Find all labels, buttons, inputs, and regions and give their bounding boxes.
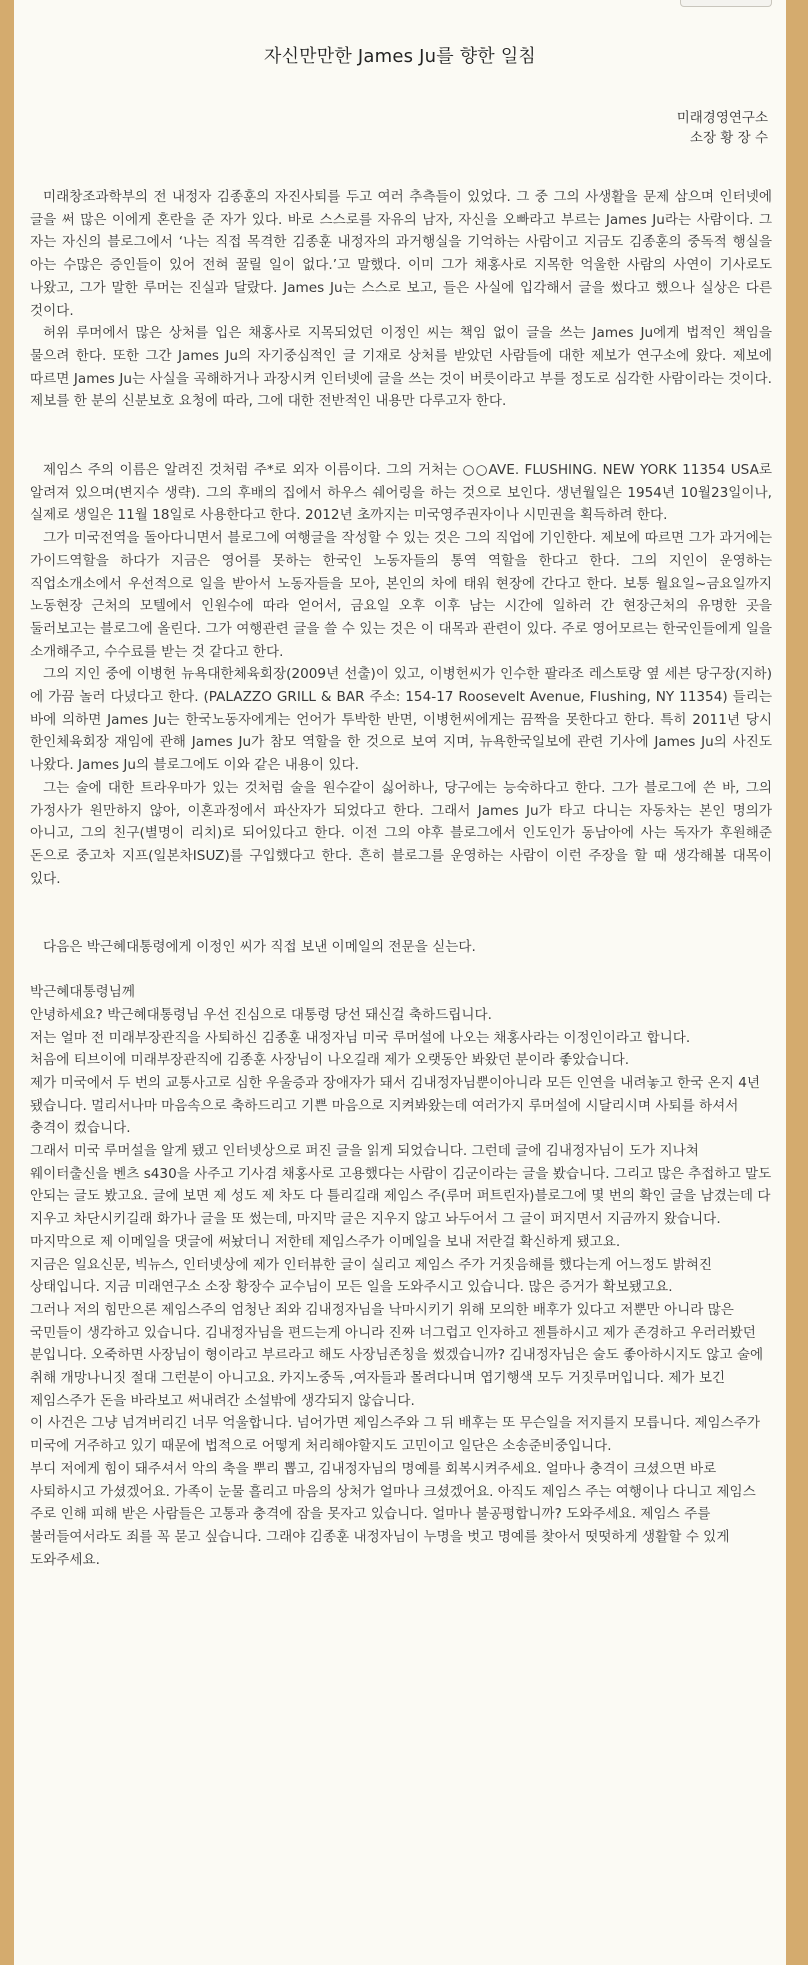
letter-paragraph: 그래서 미국 루머설을 알게 됐고 인터넷상으로 퍼진 글을 읽게 되었습니다. 그런데 글에 김내정자님이 도가 지나쳐 웨이터출신을 벤츠 s430을 사주고 기사겸 채홍사로 고용했다는 사람이 김군이라는 글을 봤습니다. 그리고 많은 추접하고 말도 안되는 글도 봤고요. 글에 보면 제 성도 제 차도 다 틀리길래 제임스 주(루머 퍼트린자)블로그에 몇 번의 확인 글을 남겼는데 다 지우고 차단시키길래 화가나 글을 또 썼는데, 마지막 글은 지우지 않고 놔두어서 그 글이 퍼지면서 지금까지 왔습니다. 마지막으로 제 이메일을 댓글에 써놨더니 저한테 제임스주가 이메일을 보내 저란걸 확신하게 됐고요.: [30, 1143, 772, 1250]
document-title: 자신만만한 James Ju를 향한 일침: [263, 46, 536, 67]
letter-paragraph: 부디 저에게 힘이 돼주셔서 악의 축을 뿌리 뽑고, 김내정자님의 명예를 회복시켜주세요. 얼마나 충격이 크셨으면 바로 사퇴하시고 가셨겠어요. 가족이 눈물 흘리고 마음의 상처가 얼마나 크셨겠어요. 아직도 제임스 주는 여행이나 다니고 제임스 주로 인해 피해 받은 사람들은 고통과 충격에 잠을 못자고 있습니다. 얼마나 불공평합니까? 도와주세요. 제임스 주를 불러들여서라도 죄를 꼭 묻고 싶습니다. 그래야 김종훈 내정자님이 누명을 벗고 명예를 찾아서 떳떳하게 생활할 수 있게 도와주세요.: [30, 1460, 756, 1568]
byline: [677, 108, 768, 148]
intro-paragraph: 미래창조과학부의 전 내정자 김종훈의 자진사퇴를 두고 여러 추측들이 있었다. 그 중 그의 사생활을 문제 삼으며 인터넷에 글을 써 많은 이에게 혼란을 준 자가 있다. 바로 스스로를 자유의 남자, 자신을 오빠라고 부르는 James Ju라는 사람이다. 그 자는 자신의 블로그에서 ‘나는 직접 목격한 김종훈 내정자의 과거행실을 기억하는 사람이고 지금도 김종훈의 중독적 행실을 아는 수많은 증인들이 있어 전혀 꿀릴 일이 없다.’고 말했다. 이미 그가 채홍사로 지목한 억울한 사람의 사연이 기사로도 나왔고, 그가 말한 루머는 진실과 달랐다. James Ju는 스스로 보고, 들은 사실에 입각해서 글을 썼다고 했으나 실상은 다른 것이다.: [30, 189, 772, 319]
byline-author: 소장 황 장 수: [689, 130, 768, 146]
letter-salutation: 박근혜대통령님께: [30, 984, 136, 1001]
letter-paragraph: 저는 얼마 전 미래부장관직을 사퇴하신 김종훈 내정자님 미국 루머설에 나오는 채홍사라는 이정인이라고 합니다.: [30, 1029, 691, 1046]
letter-intro: 다음은 박근혜대통령에게 이정인 씨가 직접 보낸 이메일의 전문을 싣는다.: [43, 939, 476, 956]
letter-paragraph: 그러나 저의 힘만으론 제임스주의 엄청난 죄와 김내정자님을 낙마시키기 위해 모의한 배후가 있다고 저뿐만 아니라 많은 국민들이 생각하고 있습니다. 김내정자님을 편드는게 아니라 진짜 너그럽고 인자하고 젠틀하시고 제가 존경하고 우러러봤던 분입니다. 오죽하면 사장님이 형이라고 부르라고 해도 사장님존칭을 썼겠습니까? 김내정자님은 술도 좋아하시지도 않고 술에 취해 개망나니짓 절대 그런분이 아니고요. 카지노중독 ,여자들과 몰려다니며 엽기행색 모두 거짓루머입니다. 제가 보긴 제임스주가 돈을 바라보고 써내려간 소설밖에 생각되지 않습니다.: [30, 1301, 764, 1409]
intro-paragraph: 허위 루머에서 많은 상처를 입은 채홍사로 지목되었던 이정인 씨는 책임 없이 글을 쓰는 James Ju에게 법적인 책임을 물으려 한다. 또한 그간 James Ju의 자기중심적인 글 기재로 상처를 받았던 사람들에 대한 제보가 연구소에 왔다. 제보에 따르면 James Ju는 사실을 곡해하거나 과장시켜 인터넷에 글을 쓰는 것이 버릇이라고 부를 정도로 심각한 사람이라는 것이다. 제보를 한 분의 신분보호 요청에 따라, 그에 대한 전반적인 내용만 다루고자 한다.: [30, 325, 772, 410]
section-spacer: [30, 413, 772, 459]
letter-paragraph: 이 사건은 그냥 넘겨버리긴 너무 억울합니다. 넘어가면 제임스주와 그 뒤 배후는 또 무슨일을 저지를지 모릅니다. 제임스주가 미국에 거주하고 있기 때문에 법적으로 어떻게 처리해야할지도 고민이고 일단은 소송준비중입니다.: [30, 1415, 761, 1455]
body-paragraph: 그는 술에 대한 트라우마가 있는 것처럼 술을 원수같이 싫어하나, 당구에는 능숙하다고 한다. 그가 블로그에 쓴 바, 그의 가정사가 원만하지 않아, 이혼과정에서 파산자가 되었다고 한다. 그래서 James Ju가 타고 다니는 자동차는 본인 명의가 아니고, 그의 친구(별명이 리치)로 되어있다고 한다. 이전 그의 야후 블로그에서 인도인가 동남아에 사는 독자가 후원해준 돈으로 중고차 지프(일본차ISUZ)를 구입했다고 한다. 흔히 블로그를 운영하는 사람이 이런 주장을 할 때 생각해볼 대목이 있다.: [30, 779, 772, 887]
letter-paragraph: 지금은 일요신문, 빅뉴스, 인터넷상에 제가 인터뷰한 글이 실리고 제임스 주가 거짓음해를 했다는게 어느정도 밝혀진 상태입니다. 지금 미래연구소 소장 황장수 교수님이 모든 일을 도와주시고 있습니다. 많은 증거가 확보됐고요.: [30, 1256, 712, 1296]
body-paragraph: 그가 미국전역을 돌아다니면서 블로그에 여행글을 작성할 수 있는 것은 그의 직업에 기인한다. 제보에 따르면 그가 과거에는 가이드역할을 하다가 지금은 영어를 못하는 한국인 노동자들의 통역 역할을 한다고 한다. 그의 지인이 운영하는 직업소개소에서 우선적으로 일을 받아서 노동자들을 모아, 본인의 차에 태워 현장에 간다고 한다. 보통 월요일~금요일까지 노동현장 근처의 모텔에서 인원수에 따라 얻어서, 금요일 오후 이후 남는 시간에 일하러 간 현장근처의 유명한 곳을 둘러보고는 블로그에 올린다. 그가 여행관련 글을 쓸 수 있는 것은 이 대목과 관련이 있다. 주로 영어모르는 한국인들에게 일을 소개해주고, 수수료를 받는 것 같다고 한다.: [30, 530, 772, 660]
section-spacer: [30, 959, 772, 981]
top-scroll-tab[interactable]: [680, 0, 772, 7]
section-spacer: [30, 890, 772, 936]
letter-paragraph: 처음에 티브이에 미래부장관직에 김종훈 사장님이 나오길래 제가 오랫동안 봐왔던 분이라 좋았습니다.: [30, 1052, 630, 1069]
document-page: [14, 0, 786, 1965]
letter-paragraph: 제가 미국에서 두 번의 교통사고로 심한 우울증과 장애자가 돼서 김내정자님뿐이아니라 모든 인연을 내려놓고 한국 온지 4년 됐습니다. 멀리서나마 마음속으로 축하드리고 기쁜 마음으로 지켜봐왔는데 여러가지 루머설에 시달리시며 사퇴를 하셔서 충격이 컸습니다.: [30, 1074, 761, 1137]
body-paragraph: 제임스 주의 이름은 알려진 것처럼 주*로 외자 이름이다. 그의 거처는 ○○AVE. FLUSHING. NEW YORK 11354 USA로 알려져 있으며(변지수 생략). 그의 후배의 집에서 하우스 쉐어링을 하는 것으로 보인다. 생년월일은 1954년 10월23일이나, 실제로 생일은 11월 18일로 사용한다고 한다. 2012년 초까지는 미국영주권자이나 시민권을 획득하려 한다.: [30, 462, 772, 524]
letter-paragraph: 안녕하세요? 박근혜대통령님 우선 진심으로 대통령 당선 돼신걸 축하드립니다.: [30, 1006, 492, 1023]
letter: [30, 981, 772, 1571]
byline-org: 미래경영연구소: [676, 110, 768, 126]
article-body: [30, 186, 772, 1571]
body-paragraph: 그의 지인 중에 이병헌 뉴욕대한체육회장(2009년 선출)이 있고, 이병헌씨가 인수한 팔라조 레스토랑 옆 세븐 당구장(지하)에 가끔 놀러 다녔다고 한다. (PALAZZO GRILL & BAR 주소: 154-17 Roosevelt Avenue, Flushing, NY 11354) 들리는 바에 의하면 James Ju는 한국노동자에게는 언어가 투박한 반면, 이병헌씨에게는 끔짝을 못한다고 한다. 특히 2011년 당시 한인체육회장 재임에 관해 James Ju가 참모 역할을 한 것으로 보여 지며, 뉴욕한국일보에 관련 기사에 James Ju의 사진도 나왔다. James Ju의 블로그에도 이와 같은 내용이 있다.: [30, 666, 772, 774]
